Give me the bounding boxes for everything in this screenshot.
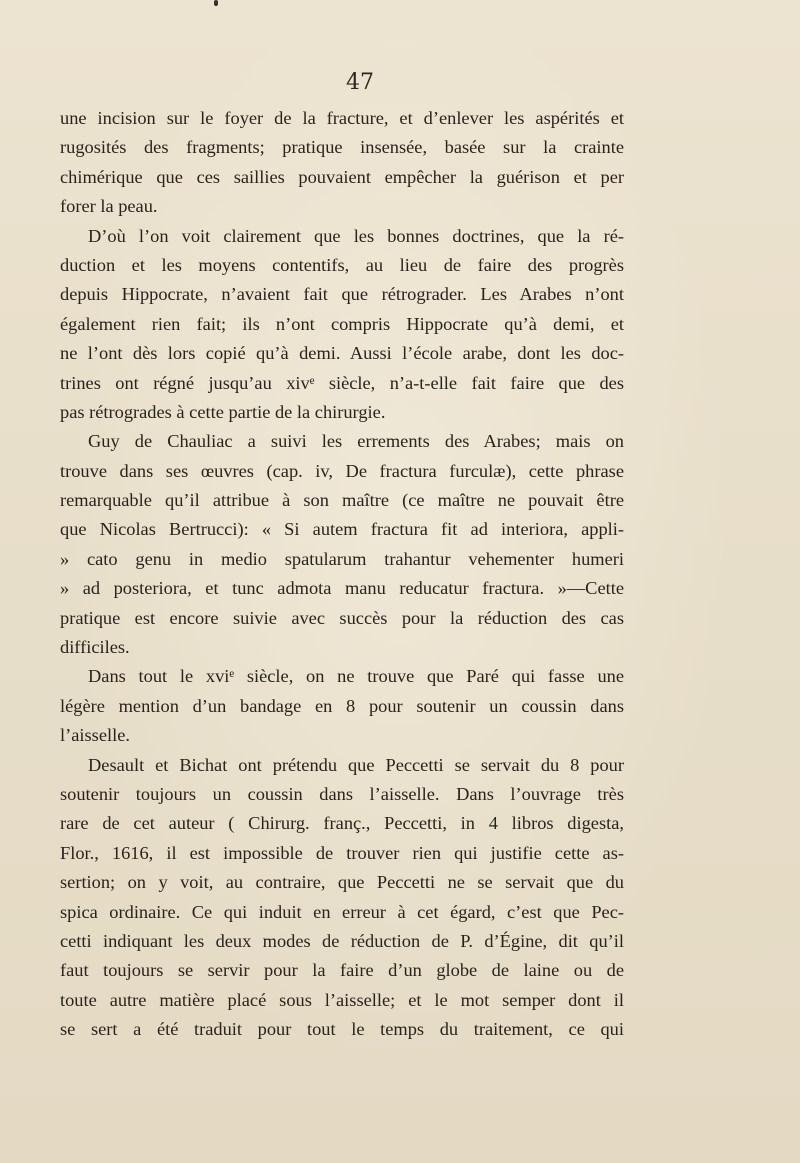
text-line: rugosités des fragments; pratique insensée, basée sur la crainte: [60, 137, 624, 158]
text-line: sertion; on y voit, au contraire, que Peccetti ne se servait que du: [60, 872, 624, 893]
text-line: forer la peau.: [60, 196, 158, 217]
text-line: une incision sur le foyer de la fracture, et d’enlever les aspérités et: [60, 108, 624, 128]
text-line: » cato genu in medio spatularum trahantur vehementer humeri: [60, 548, 624, 569]
text-line: légère mention d’un bandage en 8 pour soutenir un coussin dans: [60, 695, 624, 716]
text-line: également rien fait; ils n’ont compris Hippocrate qu’à demi, et: [60, 313, 624, 334]
text-line: l’aisselle.: [60, 725, 130, 746]
text-line: soutenir toujours un coussin dans l’aisselle. Dans l’ouvrage très: [60, 783, 624, 804]
text-line: chimérique que ces saillies pouvaient empêcher la guérison et per: [60, 166, 624, 187]
text-line: Dans tout le xviᵉ siècle, on ne trouve que Paré qui fasse une: [88, 666, 624, 687]
text-line: pratique est encore suivie avec succès pour la réduction des cas: [60, 607, 624, 628]
ink-speck: [214, 0, 218, 6]
page-number: 47: [346, 70, 374, 95]
page-body-text: [60, 104, 624, 1045]
text-line: trouve dans ses œuvres (cap. iv, De fractura furculæ), cette phrase: [60, 460, 624, 481]
text-line: Guy de Chauliac a suivi les errements des Arabes; mais on: [88, 431, 624, 452]
text-line: D’où l’on voit clairement que les bonnes doctrines, que la ré-: [88, 225, 624, 246]
text-line: depuis Hippocrate, n’avaient fait que rétrograder. Les Arabes n’ont: [60, 284, 624, 305]
text-line: que Nicolas Bertrucci): « Si autem fractura fit ad interiora, appli-: [60, 519, 624, 540]
text-line: spica ordinaire. Ce qui induit en erreur à cet égard, c’est que Pec-: [60, 901, 624, 922]
text-line: ne l’ont dès lors copié qu’à demi. Aussi l’école arabe, dont les doc-: [60, 343, 624, 364]
text-line: toute autre matière placé sous l’aisselle; et le mot semper dont il: [60, 989, 624, 1010]
text-line: Desault et Bichat ont prétendu que Peccetti se servait du 8 pour: [88, 754, 624, 775]
text-line: se sert a été traduit pour tout le temps du traitement, ce qui: [60, 1019, 624, 1040]
text-line: duction et les moyens contentifs, au lieu de faire des progrès: [60, 254, 624, 275]
text-line: cetti indiquant les deux modes de réduction de P. d’Égine, dit qu’il: [60, 930, 624, 951]
text-line: » ad posteriora, et tunc admota manu reducatur fractura. »—Cette: [60, 578, 624, 599]
text-line: trines ont régné jusqu’au xivᵉ siècle, n’a-t-elle fait faire que des: [60, 372, 624, 393]
text-line: Flor., 1616, il est impossible de trouver rien qui justifie cette as-: [60, 842, 624, 863]
text-line: remarquable qu’il attribue à son maître (ce maître ne pouvait être: [60, 490, 624, 511]
text-line: difficiles.: [60, 637, 130, 658]
text-line: rare de cet auteur ( Chirurg. franç., Peccetti, in 4 libros digesta,: [60, 813, 624, 834]
text-line: pas rétrogrades à cette partie de la chirurgie.: [60, 401, 386, 422]
text-line: faut toujours se servir pour la faire d’un globe de laine ou de: [60, 960, 624, 981]
